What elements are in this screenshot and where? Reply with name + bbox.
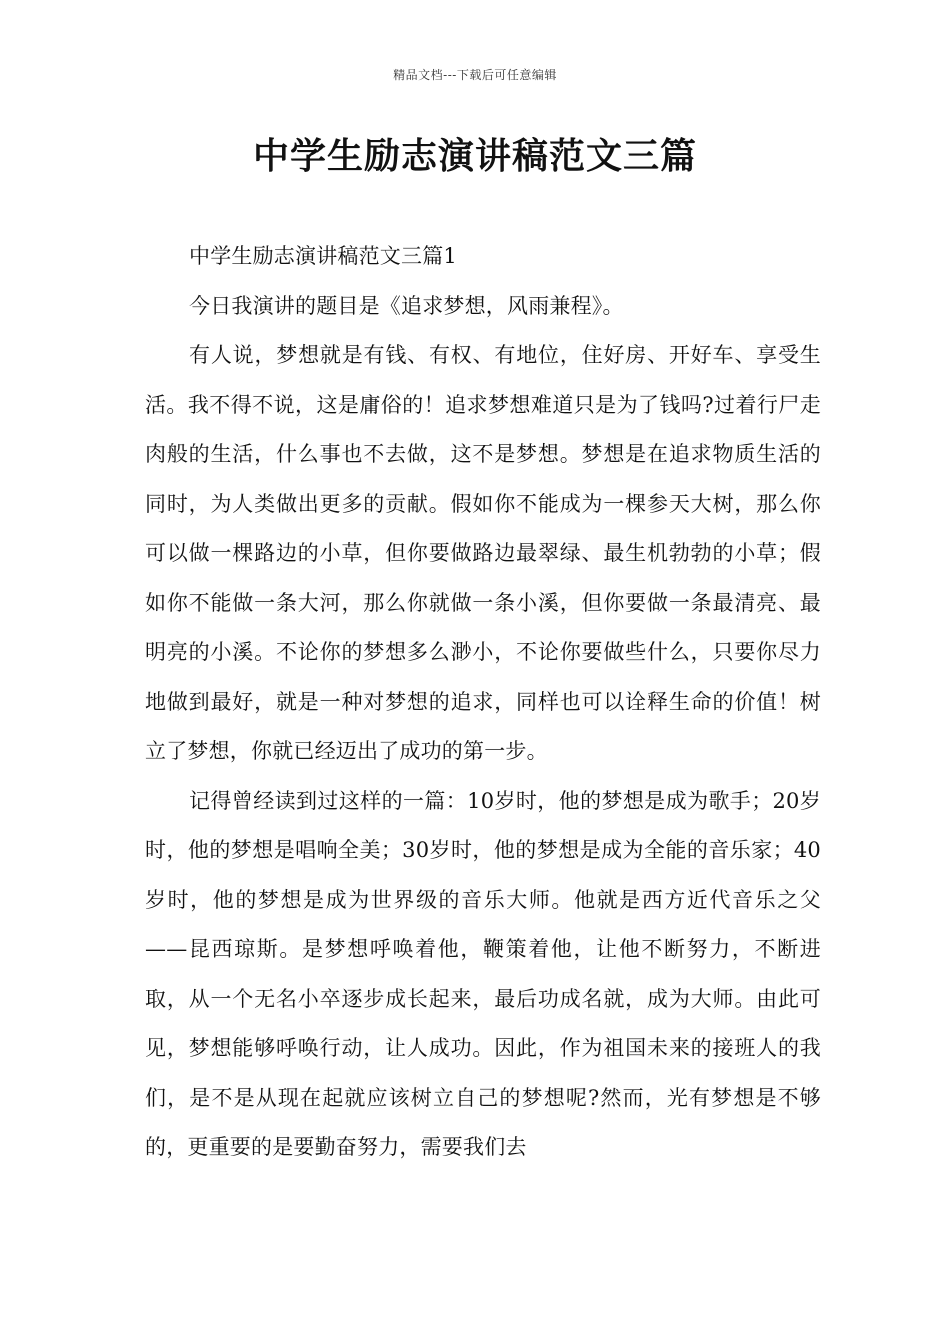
paragraph: 记得曾经读到过这样的一篇：10岁时，他的梦想是成为歌手；20岁时，他的梦想是唱响全美；30岁时，他的梦想是成为全能的音乐家；40岁时，他的梦想是成为世界级的音乐大师。他就是西方近代音乐之父——昆西琼斯。是梦想呼唤着他，鞭策着他，让他不断努力，不断进取，从一个无名小卒逐步成长起来，最后功成名就，成为大师。由此可见，梦想能够呼唤行动，让人成功。因此，作为祖国未来的接班人的我们，是不是从现在起就应该树立自己的梦想呢?然而，光有梦想是不够的，更重要的是要勤奋努力，需要我们去 <box>145 788 821 1159</box>
document-body <box>145 232 821 1173</box>
section-heading: 中学生励志演讲稿范文三篇1 <box>189 244 457 268</box>
header-note: 精品文档---下载后可任意编辑 <box>393 68 557 82</box>
paragraph: 有人说，梦想就是有钱、有权、有地位，住好房、开好车、享受生活。我不得不说，这是庸俗的！追求梦想难道只是为了钱吗?过着行尸走肉般的生活，什么事也不去做，这不是梦想。梦想是在追求物质生活的同时，为人类做出更多的贡献。假如你不能成为一棵参天大树，那么你可以做一棵路边的小草，但你要做路边最翠绿、最生机勃勃的小草；假如你不能做一条大河，那么你就做一条小溪，但你要做一条最清亮、最明亮的小溪。不论你的梦想多么渺小，不论你要做些什么，只要你尽力地做到最好，就是一种对梦想的追求，同样也可以诠释生命的价值！树立了梦想，你就已经迈出了成功的第一步。 <box>145 343 821 763</box>
document-title: 中学生励志演讲稿范文三篇 <box>252 136 697 177</box>
paragraph: 今日我演讲的题目是《追求梦想，风雨兼程》。 <box>189 293 624 318</box>
